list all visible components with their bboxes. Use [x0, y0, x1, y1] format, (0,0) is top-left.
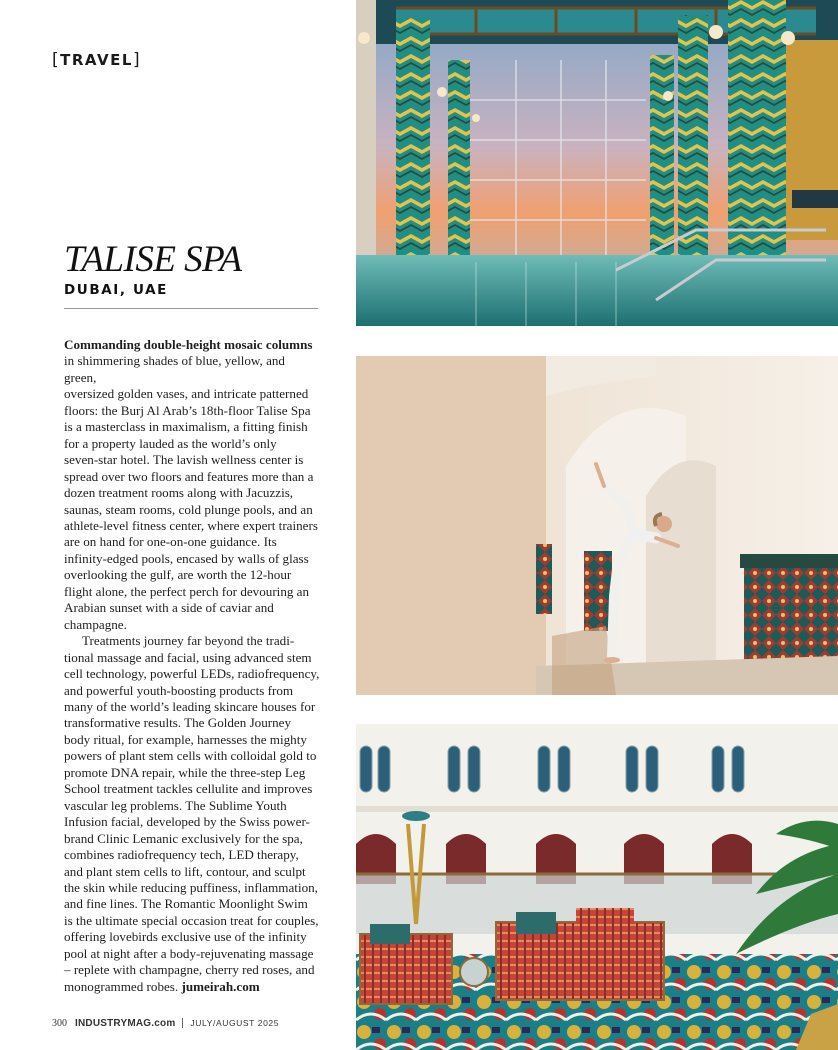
page-number: 300 [52, 1017, 67, 1029]
photo-yoga-room [356, 356, 838, 695]
article-body [64, 337, 320, 995]
torch-bowl [402, 811, 430, 821]
body-line: for a property lauded as the world’s only [64, 435, 277, 451]
body-line: body ritual, for example, harnesses the mighty [64, 731, 307, 747]
infinity-pool [356, 255, 838, 326]
armchair [360, 924, 452, 1004]
body-line: dozen treatment rooms along with Jacuzzis, [64, 485, 294, 501]
paragraph-1 [64, 337, 320, 633]
body-line: champagne. [64, 616, 127, 632]
body-line: spread over two floors and features more than a [64, 468, 314, 484]
golden-wall [786, 40, 838, 240]
section-tag [52, 50, 141, 70]
body-line: floors: the Burj Al Arab’s 18th-floor Talise Spa [64, 402, 311, 418]
body-line: School treatment tackles cellulite and improves [64, 781, 313, 797]
body-line: promote DNA repair, while the three-step Leg [64, 764, 306, 780]
article-title: TALISE SPA [64, 239, 242, 280]
armchair [496, 908, 664, 1000]
lounge-atrium-illustration [356, 724, 838, 1050]
body-line: and powerful youth-boosting products from [64, 682, 294, 698]
body-line: oversized golden vases, and intricate patterned [64, 386, 309, 402]
photo-lounge-atrium [356, 724, 838, 1050]
lead-in: Commanding double-height mosaic columns [64, 337, 313, 352]
body-line: athlete-level fitness center, where expert trainers [64, 517, 318, 533]
body-line: and fine lines. The Romantic Moonlight Swim [64, 896, 308, 912]
paragraph-2 [64, 633, 320, 995]
mosaic-column [448, 60, 470, 280]
body-line: is a masterclass in maximalism, a fitting finish [64, 419, 308, 435]
body-line: cell technology, powerful LEDs, radiofrequency, [64, 666, 320, 682]
article-location: DUBAI, UAE [64, 282, 168, 298]
body-line: brand Clinic Lemanic exclusively for the spa, [64, 830, 303, 846]
body-line: Arabian sunset with a side of caviar and [64, 600, 274, 616]
side-table [460, 958, 488, 986]
bracket-right: ] [132, 50, 142, 70]
page-folio [52, 1016, 352, 1030]
body-line: infinity-edged pools, encased by walls of glass [64, 550, 309, 566]
mosaic-border [740, 554, 838, 568]
folio-divider [182, 1018, 183, 1028]
body-line: powers of plant stem cells with colloidal gold to [64, 748, 317, 764]
body-line: monogrammed robes. [64, 978, 179, 994]
body-line: flight alone, the perfect perch for devouring an [64, 583, 310, 599]
body-line: combines radiofrequency tech, LED therapy, [64, 847, 299, 863]
body-line: are on hand for one-on-one guidance. Its [64, 534, 277, 550]
photo-spa-pool [356, 0, 838, 326]
bracket-left: [ [52, 50, 61, 70]
issue-date: JULY/AUGUST 2025 [190, 1018, 280, 1028]
publication-brand: INDUSTRYMAG.com [75, 1017, 176, 1029]
left-wall [356, 356, 546, 695]
body-line: vascular leg problems. The Sublime Youth [64, 797, 287, 813]
body-line: saunas, steam rooms, cold plunge pools, and an [64, 501, 313, 517]
yoga-room-illustration [356, 356, 838, 695]
body-line: is the ultimate special occasion treat for couples, [64, 912, 319, 928]
mosaic-panel [536, 544, 552, 614]
spa-pool-illustration [356, 0, 838, 326]
body-line: – replete with champagne, cherry red roses, and [64, 962, 315, 978]
title-divider [64, 308, 318, 309]
body-line: and plant stem cells to lift, contour, and sculpt [64, 863, 306, 879]
body-line: the skin while reducing puffiness, inflammation, [64, 879, 318, 895]
body-line: tional massage and facial, using advanced stem [64, 649, 312, 665]
lounge-chairs [792, 190, 838, 208]
body-line: overlooking the gulf, are worth the 12-hour [64, 567, 292, 583]
cornice [356, 806, 838, 812]
section-label: TRAVEL [60, 51, 133, 69]
inner-archway [646, 460, 716, 695]
body-line: seven-star hotel. The lavish wellness center is [64, 452, 304, 468]
mosaic-panel [584, 551, 612, 631]
website-link[interactable]: jumeirah.com [181, 978, 260, 994]
body-line: many of the world’s leading skincare houses for [64, 698, 316, 714]
mosaic-column [396, 18, 430, 258]
body-line: transformative results. The Golden Journey [64, 715, 292, 731]
mosaic-column [678, 15, 708, 255]
body-line: in shimmering shades of blue, yellow, and green, [64, 353, 285, 385]
body-line: offering lovebirds exclusive use of the infinity [64, 929, 307, 945]
body-line: Treatments journey far beyond the tradi- [82, 633, 295, 649]
body-line: pool at night after a body-rejuvenating massage [64, 945, 314, 961]
body-line: Infusion facial, developed by the Swiss power- [64, 814, 310, 830]
